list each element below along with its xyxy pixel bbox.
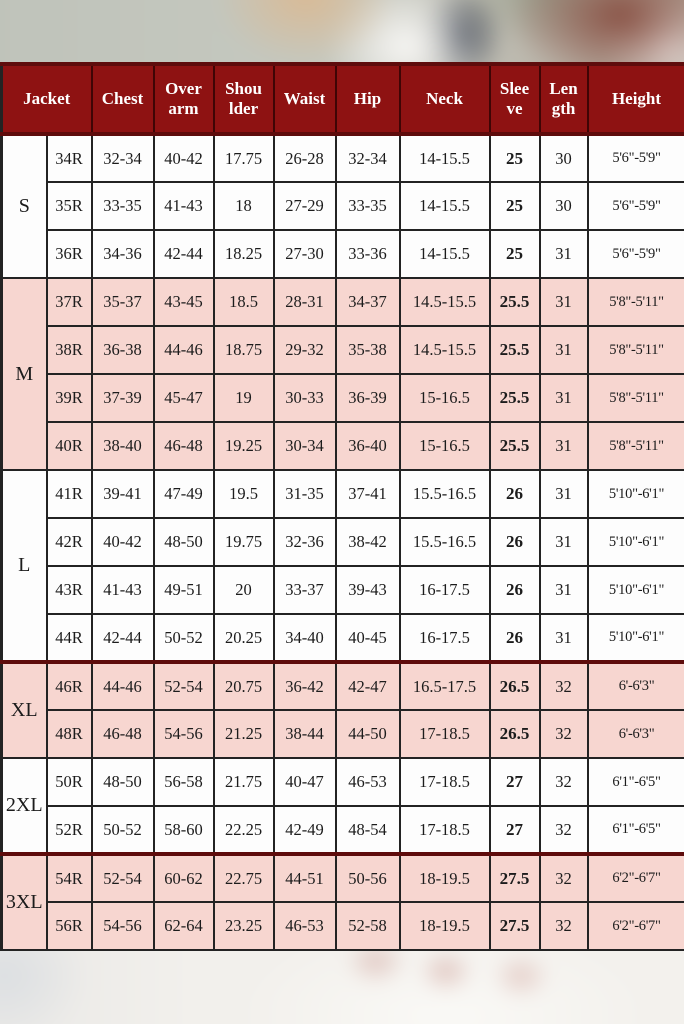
- cell-39r-sleeve: 25.5: [490, 374, 540, 422]
- cell-52r-length: 32: [540, 806, 588, 854]
- cell-54r-shoulder: 22.75: [214, 854, 274, 902]
- size-group-label-m: M: [2, 278, 47, 470]
- cell-34r-shoulder: 17.75: [214, 134, 274, 182]
- cell-46r-overarm: 52-54: [154, 662, 214, 710]
- cell-34r-length: 30: [540, 134, 588, 182]
- cell-46r-chest: 44-46: [92, 662, 154, 710]
- cell-56r-sleeve: 27.5: [490, 902, 540, 950]
- size-group-label-l: L: [2, 470, 47, 662]
- size-row-37r: [2, 278, 684, 326]
- cell-44r-shoulder: 20.25: [214, 614, 274, 662]
- cell-40r-hip: 36-40: [336, 422, 400, 470]
- size-row-36r: [2, 230, 684, 278]
- cell-56r-hip: 52-58: [336, 902, 400, 950]
- cell-36r-length: 31: [540, 230, 588, 278]
- size-group-label-3xl: 3XL: [2, 854, 47, 950]
- cell-36r-size: 36R: [47, 230, 92, 278]
- cell-42r-sleeve: 26: [490, 518, 540, 566]
- cell-43r-overarm: 49-51: [154, 566, 214, 614]
- col-header-chest: Chest: [92, 64, 154, 134]
- cell-38r-length: 31: [540, 326, 588, 374]
- cell-48r-waist: 38-44: [274, 710, 336, 758]
- cell-42r-overarm: 48-50: [154, 518, 214, 566]
- cell-42r-hip: 38-42: [336, 518, 400, 566]
- cell-56r-length: 32: [540, 902, 588, 950]
- cell-38r-hip: 35-38: [336, 326, 400, 374]
- cell-48r-hip: 44-50: [336, 710, 400, 758]
- cell-34r-sleeve: 25: [490, 134, 540, 182]
- col-header-waist: Waist: [274, 64, 336, 134]
- cell-54r-length: 32: [540, 854, 588, 902]
- cell-38r-neck: 14.5-15.5: [400, 326, 490, 374]
- cell-37r-size: 37R: [47, 278, 92, 326]
- cell-37r-height: 5'8"-5'11": [588, 278, 684, 326]
- cell-40r-chest: 38-40: [92, 422, 154, 470]
- cell-56r-overarm: 62-64: [154, 902, 214, 950]
- cell-44r-chest: 42-44: [92, 614, 154, 662]
- size-group-label-xl: XL: [2, 662, 47, 758]
- cell-35r-height: 5'6"-5'9": [588, 182, 684, 230]
- size-row-43r: [2, 566, 684, 614]
- cell-44r-sleeve: 26: [490, 614, 540, 662]
- size-row-40r: [2, 422, 684, 470]
- cell-50r-overarm: 56-58: [154, 758, 214, 806]
- cell-52r-overarm: 58-60: [154, 806, 214, 854]
- cell-38r-shoulder: 18.75: [214, 326, 274, 374]
- cell-42r-length: 31: [540, 518, 588, 566]
- cell-54r-waist: 44-51: [274, 854, 336, 902]
- cell-46r-sleeve: 26.5: [490, 662, 540, 710]
- cell-50r-size: 50R: [47, 758, 92, 806]
- size-row-52r: [2, 806, 684, 854]
- cell-44r-size: 44R: [47, 614, 92, 662]
- cell-34r-waist: 26-28: [274, 134, 336, 182]
- cell-34r-chest: 32-34: [92, 134, 154, 182]
- cell-38r-sleeve: 25.5: [490, 326, 540, 374]
- cell-46r-hip: 42-47: [336, 662, 400, 710]
- size-row-50r: [2, 758, 684, 806]
- cell-38r-overarm: 44-46: [154, 326, 214, 374]
- col-header-jacket: Jacket: [2, 64, 92, 134]
- cell-44r-overarm: 50-52: [154, 614, 214, 662]
- cell-42r-neck: 15.5-16.5: [400, 518, 490, 566]
- cell-43r-neck: 16-17.5: [400, 566, 490, 614]
- cell-48r-chest: 46-48: [92, 710, 154, 758]
- cell-39r-length: 31: [540, 374, 588, 422]
- cell-54r-height: 6'2"-6'7": [588, 854, 684, 902]
- cell-40r-shoulder: 19.25: [214, 422, 274, 470]
- cell-50r-hip: 46-53: [336, 758, 400, 806]
- cell-48r-neck: 17-18.5: [400, 710, 490, 758]
- cell-38r-size: 38R: [47, 326, 92, 374]
- cell-35r-size: 35R: [47, 182, 92, 230]
- cell-52r-neck: 17-18.5: [400, 806, 490, 854]
- cell-34r-neck: 14-15.5: [400, 134, 490, 182]
- cell-35r-sleeve: 25: [490, 182, 540, 230]
- size-row-38r: [2, 326, 684, 374]
- cell-41r-length: 31: [540, 470, 588, 518]
- cell-36r-neck: 14-15.5: [400, 230, 490, 278]
- cell-42r-waist: 32-36: [274, 518, 336, 566]
- cell-56r-shoulder: 23.25: [214, 902, 274, 950]
- cell-37r-waist: 28-31: [274, 278, 336, 326]
- cell-48r-height: 6'-6'3": [588, 710, 684, 758]
- cell-35r-length: 30: [540, 182, 588, 230]
- cell-37r-neck: 14.5-15.5: [400, 278, 490, 326]
- cell-41r-waist: 31-35: [274, 470, 336, 518]
- cell-38r-chest: 36-38: [92, 326, 154, 374]
- cell-48r-overarm: 54-56: [154, 710, 214, 758]
- cell-44r-length: 31: [540, 614, 588, 662]
- col-header-shou-lder: Shou lder: [214, 64, 274, 134]
- cell-44r-height: 5'10"-6'1": [588, 614, 684, 662]
- cell-43r-height: 5'10"-6'1": [588, 566, 684, 614]
- cell-40r-overarm: 46-48: [154, 422, 214, 470]
- cell-56r-chest: 54-56: [92, 902, 154, 950]
- cell-41r-hip: 37-41: [336, 470, 400, 518]
- cell-37r-overarm: 43-45: [154, 278, 214, 326]
- cell-41r-shoulder: 19.5: [214, 470, 274, 518]
- col-header-len-gth: Len gth: [540, 64, 588, 134]
- cell-52r-chest: 50-52: [92, 806, 154, 854]
- cell-46r-size: 46R: [47, 662, 92, 710]
- size-chart-body: [2, 134, 684, 950]
- cell-50r-shoulder: 21.75: [214, 758, 274, 806]
- cell-37r-length: 31: [540, 278, 588, 326]
- cell-39r-shoulder: 19: [214, 374, 274, 422]
- cell-56r-neck: 18-19.5: [400, 902, 490, 950]
- size-group-label-s: S: [2, 134, 47, 278]
- cell-46r-length: 32: [540, 662, 588, 710]
- cell-43r-chest: 41-43: [92, 566, 154, 614]
- cell-43r-hip: 39-43: [336, 566, 400, 614]
- col-header-neck: Neck: [400, 64, 490, 134]
- cell-44r-waist: 34-40: [274, 614, 336, 662]
- cell-40r-sleeve: 25.5: [490, 422, 540, 470]
- cell-41r-sleeve: 26: [490, 470, 540, 518]
- size-row-48r: [2, 710, 684, 758]
- cell-34r-height: 5'6"-5'9": [588, 134, 684, 182]
- size-group-label-2xl: 2XL: [2, 758, 47, 854]
- cell-54r-neck: 18-19.5: [400, 854, 490, 902]
- cell-39r-neck: 15-16.5: [400, 374, 490, 422]
- cell-44r-hip: 40-45: [336, 614, 400, 662]
- cell-34r-hip: 32-34: [336, 134, 400, 182]
- cell-38r-height: 5'8"-5'11": [588, 326, 684, 374]
- cell-52r-hip: 48-54: [336, 806, 400, 854]
- size-row-41r: [2, 470, 684, 518]
- cell-35r-shoulder: 18: [214, 182, 274, 230]
- cell-50r-neck: 17-18.5: [400, 758, 490, 806]
- cell-36r-sleeve: 25: [490, 230, 540, 278]
- cell-43r-length: 31: [540, 566, 588, 614]
- size-row-54r: [2, 854, 684, 902]
- cell-46r-height: 6'-6'3": [588, 662, 684, 710]
- cell-40r-height: 5'8"-5'11": [588, 422, 684, 470]
- size-row-34r: [2, 134, 684, 182]
- cell-35r-chest: 33-35: [92, 182, 154, 230]
- cell-41r-height: 5'10"-6'1": [588, 470, 684, 518]
- size-chart-header: [2, 64, 684, 134]
- cell-56r-waist: 46-53: [274, 902, 336, 950]
- col-header-height: Height: [588, 64, 684, 134]
- cell-37r-shoulder: 18.5: [214, 278, 274, 326]
- cell-54r-size: 54R: [47, 854, 92, 902]
- cell-43r-size: 43R: [47, 566, 92, 614]
- cell-41r-overarm: 47-49: [154, 470, 214, 518]
- cell-42r-height: 5'10"-6'1": [588, 518, 684, 566]
- cell-42r-size: 42R: [47, 518, 92, 566]
- cell-52r-height: 6'1"-6'5": [588, 806, 684, 854]
- cell-35r-neck: 14-15.5: [400, 182, 490, 230]
- cell-36r-overarm: 42-44: [154, 230, 214, 278]
- cell-40r-neck: 15-16.5: [400, 422, 490, 470]
- cell-43r-shoulder: 20: [214, 566, 274, 614]
- blurred-model-photo: [0, 0, 684, 64]
- cell-50r-length: 32: [540, 758, 588, 806]
- cell-37r-chest: 35-37: [92, 278, 154, 326]
- cell-50r-chest: 48-50: [92, 758, 154, 806]
- cell-46r-neck: 16.5-17.5: [400, 662, 490, 710]
- size-chart-table: [0, 62, 684, 951]
- cell-40r-length: 31: [540, 422, 588, 470]
- cell-56r-size: 56R: [47, 902, 92, 950]
- cell-44r-neck: 16-17.5: [400, 614, 490, 662]
- cell-36r-chest: 34-36: [92, 230, 154, 278]
- cell-52r-shoulder: 22.25: [214, 806, 274, 854]
- cell-36r-hip: 33-36: [336, 230, 400, 278]
- cell-41r-size: 41R: [47, 470, 92, 518]
- cell-41r-neck: 15.5-16.5: [400, 470, 490, 518]
- cell-39r-height: 5'8"-5'11": [588, 374, 684, 422]
- cell-34r-overarm: 40-42: [154, 134, 214, 182]
- cell-50r-sleeve: 27: [490, 758, 540, 806]
- cell-39r-waist: 30-33: [274, 374, 336, 422]
- size-chart-container: [0, 62, 684, 951]
- cell-36r-height: 5'6"-5'9": [588, 230, 684, 278]
- cell-40r-size: 40R: [47, 422, 92, 470]
- cell-48r-shoulder: 21.25: [214, 710, 274, 758]
- cell-41r-chest: 39-41: [92, 470, 154, 518]
- cell-43r-sleeve: 26: [490, 566, 540, 614]
- cell-48r-size: 48R: [47, 710, 92, 758]
- cell-46r-waist: 36-42: [274, 662, 336, 710]
- size-row-46r: [2, 662, 684, 710]
- cell-34r-size: 34R: [47, 134, 92, 182]
- cell-35r-waist: 27-29: [274, 182, 336, 230]
- cell-48r-sleeve: 26.5: [490, 710, 540, 758]
- cell-43r-waist: 33-37: [274, 566, 336, 614]
- cell-52r-waist: 42-49: [274, 806, 336, 854]
- cell-54r-overarm: 60-62: [154, 854, 214, 902]
- cell-54r-hip: 50-56: [336, 854, 400, 902]
- cell-42r-shoulder: 19.75: [214, 518, 274, 566]
- cell-48r-length: 32: [540, 710, 588, 758]
- cell-37r-hip: 34-37: [336, 278, 400, 326]
- cell-35r-hip: 33-35: [336, 182, 400, 230]
- cell-37r-sleeve: 25.5: [490, 278, 540, 326]
- cell-42r-chest: 40-42: [92, 518, 154, 566]
- cell-54r-chest: 52-54: [92, 854, 154, 902]
- cell-52r-sleeve: 27: [490, 806, 540, 854]
- cell-50r-waist: 40-47: [274, 758, 336, 806]
- size-row-42r: [2, 518, 684, 566]
- cell-39r-overarm: 45-47: [154, 374, 214, 422]
- col-header-over-arm: Over arm: [154, 64, 214, 134]
- size-row-35r: [2, 182, 684, 230]
- cell-38r-waist: 29-32: [274, 326, 336, 374]
- cell-52r-size: 52R: [47, 806, 92, 854]
- cell-39r-chest: 37-39: [92, 374, 154, 422]
- cell-39r-size: 39R: [47, 374, 92, 422]
- cell-36r-shoulder: 18.25: [214, 230, 274, 278]
- cell-56r-height: 6'2"-6'7": [588, 902, 684, 950]
- background-photo-top: [0, 0, 684, 64]
- cell-35r-overarm: 41-43: [154, 182, 214, 230]
- size-row-56r: [2, 902, 684, 950]
- cell-40r-waist: 30-34: [274, 422, 336, 470]
- col-header-slee-ve: Slee ve: [490, 64, 540, 134]
- cell-36r-waist: 27-30: [274, 230, 336, 278]
- size-row-39r: [2, 374, 684, 422]
- cell-50r-height: 6'1"-6'5": [588, 758, 684, 806]
- cell-46r-shoulder: 20.75: [214, 662, 274, 710]
- col-header-hip: Hip: [336, 64, 400, 134]
- cell-39r-hip: 36-39: [336, 374, 400, 422]
- cell-54r-sleeve: 27.5: [490, 854, 540, 902]
- size-row-44r: [2, 614, 684, 662]
